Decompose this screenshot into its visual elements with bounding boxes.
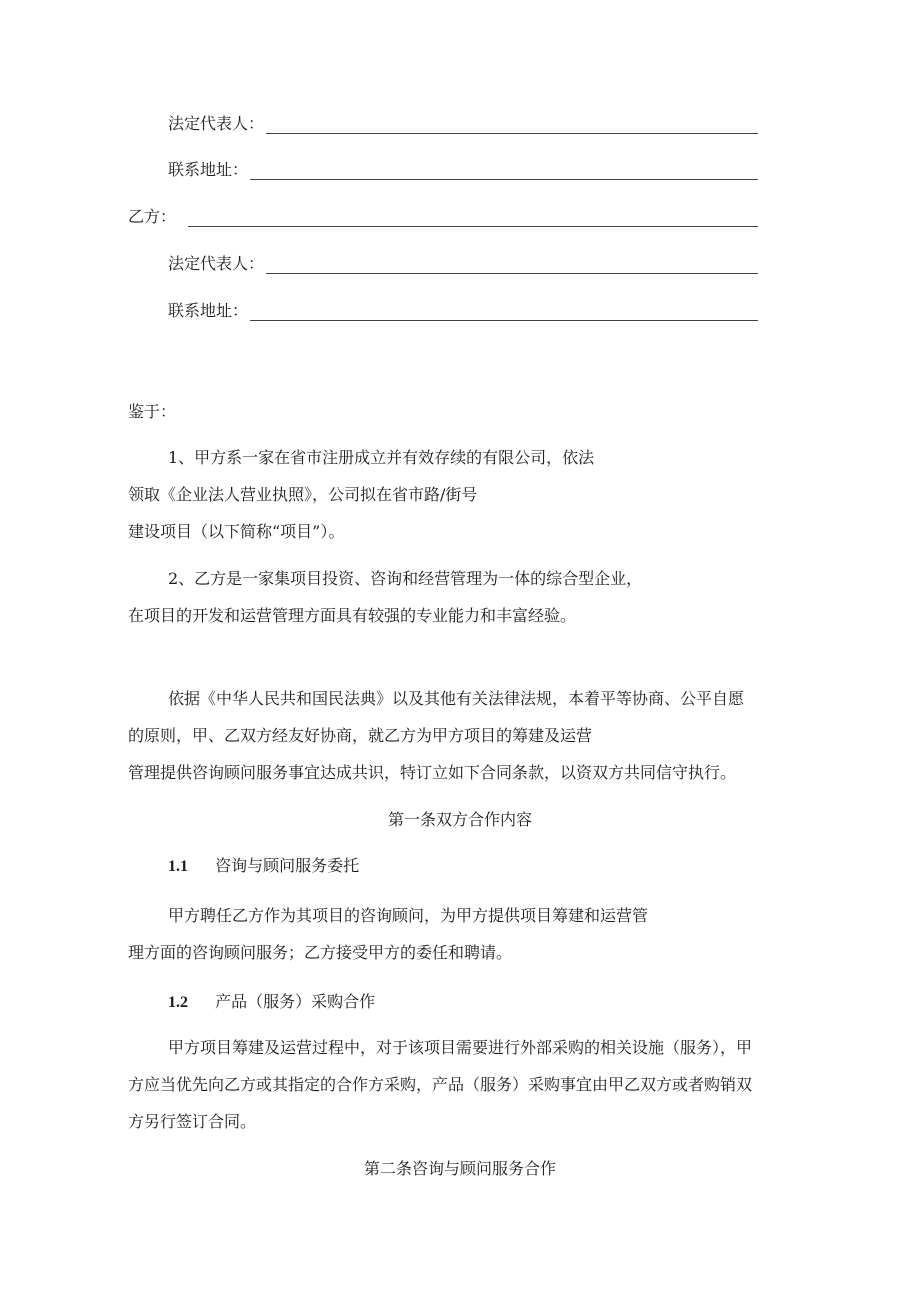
- whereas-item2-line1: 2、乙方是一家集项目投资、咨询和经营管理为一体的综合型企业，: [168, 569, 643, 588]
- section-1-2-heading: [168, 989, 375, 1012]
- party-b-legal-rep-line[interactable]: [266, 259, 758, 274]
- section-1-1-line2: 理方面的咨询顾问服务；乙方接受甲方的委任和聘请。: [128, 943, 513, 962]
- party-a-address-field[interactable]: [168, 160, 758, 180]
- section-1-2-title: 产品（服务）采购合作: [215, 992, 376, 1011]
- section-1-1-number: 1.1: [168, 858, 188, 875]
- section-1-2-number: 1.2: [168, 994, 188, 1011]
- whereas-heading: 鉴于：: [128, 402, 177, 421]
- section-1-2-line1: 甲方项目筹建及运营过程中，对于该项目需要进行外部采购的相关设施（服务），甲: [168, 1038, 753, 1057]
- section-1-2-line2: 方应当优先向乙方或其指定的合作方采购，产品（服务）采购事宜由甲乙双方或者购销双: [128, 1075, 753, 1094]
- whereas-item1-line1: 1、甲方系一家在省市注册成立并有效存续的有限公司，依法: [168, 448, 595, 467]
- section-1-1-title: 咨询与顾问服务委托: [215, 856, 360, 875]
- party-b-name-label: 乙方：: [128, 207, 177, 226]
- basis-line1: 依据《中华人民共和国民法典》以及其他有关法律法规，本着平等协商、公平自愿: [168, 689, 745, 708]
- article2-title: 第二条咨询与顾问服务合作: [363, 1159, 556, 1178]
- whereas-item1-line3: 建设项目（以下简称“项目”）。: [128, 522, 345, 541]
- party-b-address-label: 联系地址：: [168, 301, 249, 320]
- party-a-address-line[interactable]: [250, 165, 758, 180]
- party-b-address-line[interactable]: [250, 306, 758, 321]
- party-b-name-line[interactable]: [188, 212, 758, 227]
- party-a-legal-rep-field[interactable]: [168, 114, 758, 134]
- section-1-1-heading: [168, 853, 359, 876]
- party-b-address-field[interactable]: [168, 301, 758, 321]
- whereas-item1-line2: 领取《企业法人营业执照》，公司拟在省市路/街号: [128, 485, 478, 504]
- whereas-item2-line2: 在项目的开发和运营管理方面具有较强的专业能力和丰富经验。: [128, 606, 577, 625]
- party-b-legal-rep-label: 法定代表人：: [168, 254, 265, 273]
- party-a-legal-rep-line[interactable]: [266, 119, 758, 134]
- party-b-legal-rep-field[interactable]: [168, 254, 758, 274]
- section-1-1-line1: 甲方聘任乙方作为其项目的咨询顾问，为甲方提供项目筹建和运营管: [168, 906, 649, 925]
- article1-title: 第一条双方合作内容: [387, 810, 532, 829]
- party-a-legal-rep-label: 法定代表人：: [168, 114, 265, 133]
- basis-line2: 的原则，甲、乙双方经友好协商，就乙方为甲方项目的筹建及运营: [128, 726, 593, 745]
- section-1-2-line3: 方另行签订合同。: [128, 1112, 257, 1131]
- party-b-name-field[interactable]: [128, 207, 758, 227]
- party-a-address-label: 联系地址：: [168, 160, 249, 179]
- basis-line3: 管理提供咨询顾问服务事宜达成共识，特订立如下合同条款，以资双方共同信守执行。: [128, 763, 737, 782]
